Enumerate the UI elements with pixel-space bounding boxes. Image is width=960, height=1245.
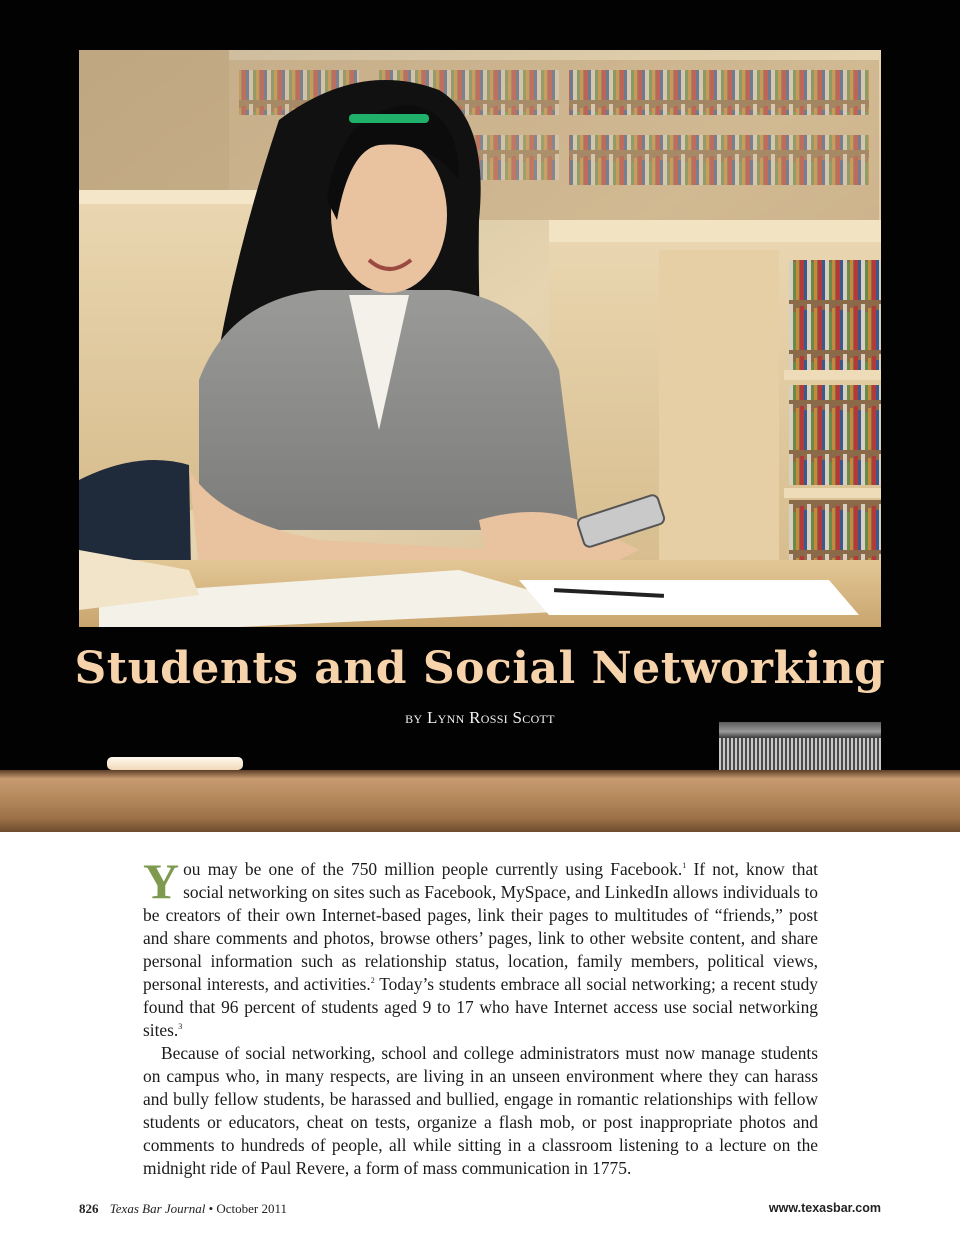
issue-date: October 2011 [216,1201,288,1216]
website-link[interactable]: www.texasbar.com [768,1201,881,1215]
article-body [143,853,818,1180]
page-number: 826 [79,1201,99,1216]
hero-photo [79,50,881,627]
footer-left [79,1201,287,1217]
byline: by Lynn Rossi Scott [405,708,555,727]
drop-cap: Y [143,853,180,909]
journal-name: Texas Bar Journal [109,1201,206,1216]
eraser-top [719,722,881,738]
footer-separator: • [208,1201,214,1216]
eraser-decoration [719,722,881,771]
paragraph-2: Because of social networking, school and college administrators must now manage students on campus who, in many respects, are living in an unseen environment where they can harass and bully fellow students, be harassed and bullied, engage in romantic relationships with fellow students or educators, cheat on tests, organize a flash mob, or post inappropriate photos and comments to hundreds of people, all while sitting in a classroom listening to a lecture on the midnight ride of Paul Revere, a form of mass communication in 1775. [143,1043,818,1178]
paragraph-1-text-b: If not, know that social networking on sites such as Facebook, MySpace, and LinkedIn allows individuals to be creators of their own Internet-based pages, link their pages to multitudes of “friends,” post and share comments and photos, browse others’ pages, link to other website content, and share personal information such as relationship status, location, family members, political views, personal interests, and activities. [143,859,818,994]
footnote-ref-1[interactable]: 1 [682,861,687,870]
chalkboard-ledge [0,770,960,832]
chalk-stick-decoration [107,757,243,770]
paragraph-1-text-c: Today’s students embrace all social networking; a recent study found that 96 percent of students aged 9 to 17 who have Internet access use social networking sites. [143,974,818,1040]
footnote-ref-2[interactable]: 2 [370,976,375,985]
paragraph-1-text-a: ou may be one of the 750 million people currently using Facebook. [183,859,683,879]
article-title: Students and Social Networking [74,643,886,694]
eraser-ribs [719,738,881,771]
paragraph-1 [143,853,818,1042]
footnote-ref-3[interactable]: 3 [178,1022,183,1031]
page-footer [79,1201,881,1219]
